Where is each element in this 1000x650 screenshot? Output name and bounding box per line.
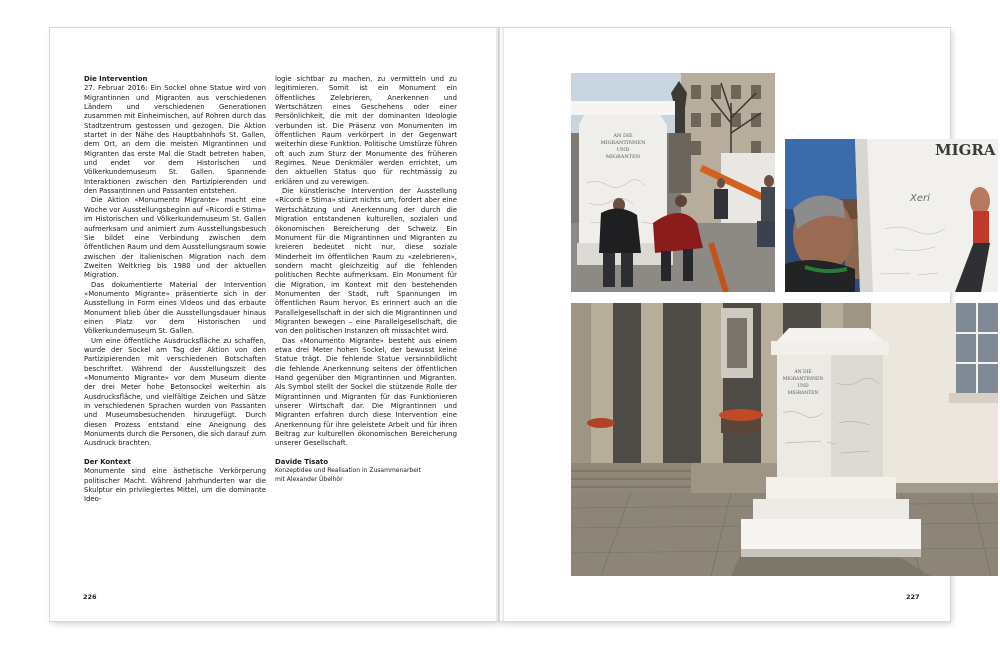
plinth-inscription: MIGRANTINNEN <box>600 140 646 146</box>
plinth-inscription: MIGRA <box>935 141 996 159</box>
credit-line: Konzeptidee und Realisation in Zusammenarbeit <box>275 467 421 475</box>
book-spread <box>50 28 996 621</box>
paragraph: Die Aktion «Monumento Migrante» macht eine Woche vor Ausstellungsbeginn auf «Ricordi e Stima» im Historischen und Völkerkundemuseum St. Gallen aufmerksam und animiert zum Ausstellungsbesuch Sie bildet eine Verbindung zwischen dem öffentlichen Raum und dem Ausstellungsraum sowie zwischen der italienischen Migration nach dem Zweiten Weltkrieg bis 1980 und der aktuellen Migration. <box>84 196 266 280</box>
text-column-2 <box>275 75 457 484</box>
plinth-inscription: MIGRANTINNEN <box>782 377 824 382</box>
page-number-right: 227 <box>906 593 920 601</box>
signature-block <box>275 458 457 484</box>
photo-monument-museum <box>571 303 998 576</box>
author-name: Davide Tisato <box>275 457 329 466</box>
heading-intervention: Die Intervention <box>84 75 148 83</box>
paragraph: logie sichtbar zu machen, zu vermitteln und zu legitimieren. Somit ist ein Monument ein öffentliches Zelebrieren, Anerkennen und Wertschätzen eines Geschehens oder einer Persönlichkeit, die mit der dominanten Ideologie verbunden ist. Die Präsenz von Monumenten im öffentlichen Raum verkörpert in der Gegenwart weiterhin diese Funktion. Politische Umstürze führen oft auch zum Sturz der Monumente des früheren Regimes. Neue Denkmäler werden errichtet, um den aktuellen Status quo für rechtmässig zu erklären und zu verewigen. <box>275 75 457 186</box>
right-page <box>500 28 996 621</box>
plinth-inscription: UND <box>797 384 809 389</box>
book-gutter <box>496 28 504 621</box>
heading-context: Der Kontext <box>84 458 131 467</box>
plinth-inscription: AN DIE <box>794 370 812 375</box>
paragraph: Um eine öffentliche Ausdrucksfläche zu schaffen, wurde der Sockel am Tag der Aktion von den Partizipierenden mit verschiedenen Botschaften beschriftet. Während der Ausstellungszeit des «Monumento Migrante» vor dem Museum diente der drei Meter hohe Betonsockel weiterhin als Ausdrucksfläche, und vielfältige Zeichen und Sätze in verschiedenen Sprachen wurden von Passanten und Museumsbesuchenden hinzugefügt. Durch diesen Prozess entstand eine Aneignung des Monuments durch die Personen, die sich darauf zum Ausdruck brachten. <box>84 336 266 448</box>
photo-man-writing <box>785 139 998 292</box>
paragraph: 27. Februar 2016: Ein Sockel ohne Statue wird von Migrantinnen und Migranten aus verschiedenen Ländern und verschiedenen Generationen zusammen mit Einheimischen, auf Rohren durch das Stadtzentrum gestossen und gezogen. Die Aktion startet in der Nähe des Hauptbahnhofs St. Gallen, dem Ort, an dem die meisten Migrantinnen und Migranten das erste Mal die Stadt betreten haben, und endet vor dem Historischen und Völkerkundemuseum St. Gallen. Spannende Interaktionen zwischen den Partizipierenden und den Passantinnen und Passanten entstehen. <box>84 84 266 196</box>
plinth-inscription: MIGRANTEN <box>787 391 819 396</box>
text-column-1 <box>84 75 266 505</box>
plinth-inscription: MIGRANTEN <box>605 154 641 160</box>
paragraph: Das dokumentierte Material der Intervention «Monumento Migrante» präsentierte sich in der Ausstellung in Form eines Videos und das erbaute Monument blieb über die Ausstellungsdauer hinaus einen Platz vor dem Historischen und Völkerkundemuseum St. Gallen. <box>84 280 266 336</box>
paragraph: Das «Monumento Migrante» besteht aus einem etwa drei Meter hohen Sockel, der bewusst keine Statue trägt. Die fehlende Statue versinnbildlicht die fehlende Anerkennung seitens der öffentlichen Hand gegenüber den Migrantinnen und Migranten. Als Symbol stellt der Sockel die stützende Rolle der Migrantinnen und Migranten für das Funktionieren unserer Wirtschaft dar. Die Migrantinnen und Migranten erfahren durch diese Intervention eine Anerkennung für ihre geleistete Arbeit und für ihren Beitrag zur kulturellen ökonomischen Bereicherung unserer Gesellschaft. <box>275 336 457 448</box>
paragraph: Die künstlerische Intervention der Ausstellung «Ricordi e Stima» stürzt nichts um, fordert aber eine Wertschätzung und Anerkennung der durch die Migration entstandenen kulturellen, sozialen und ökonomischen Bereicherung der Schweiz. Ein Monument für die Migrantinnen und Migranten zu kreieren bedeutet nicht nur, diese soziale Minderheit im öffentlichen Raum zu «zelebrieren», sondern macht gleichzeitig auf die fehlenden politischen Rechte aufmerksam. Ein Monument für die Migration, im Kontext mit den bestehenden Monumenten der Stadt, ruft Spannungen im öffentlichen Raum hervor. Es erinnert auch an die Parallelgesellschaft in der sich die Migrantinnen und Migranten bewegen – eine Parallelgesellschaft, die von den politischen Instanzen oft missachtet wird. <box>275 187 457 336</box>
handwriting: Xeri <box>910 193 930 204</box>
page-number-left: 226 <box>83 593 97 601</box>
plinth-inscription: UND <box>616 147 630 153</box>
photo-plinth-procession <box>571 73 775 292</box>
spacer <box>84 449 266 458</box>
plinth-inscription: AN DIE <box>613 133 633 139</box>
left-page <box>50 28 498 621</box>
credit-line: mit Alexander Übelhör <box>275 475 343 483</box>
paragraph: Monumente sind eine ästhetische Verkörperung politischer Macht. Während Jahrhunderten war die Skulptur ein privilegiertes Mittel, um die dominante Ideo- <box>84 467 266 504</box>
